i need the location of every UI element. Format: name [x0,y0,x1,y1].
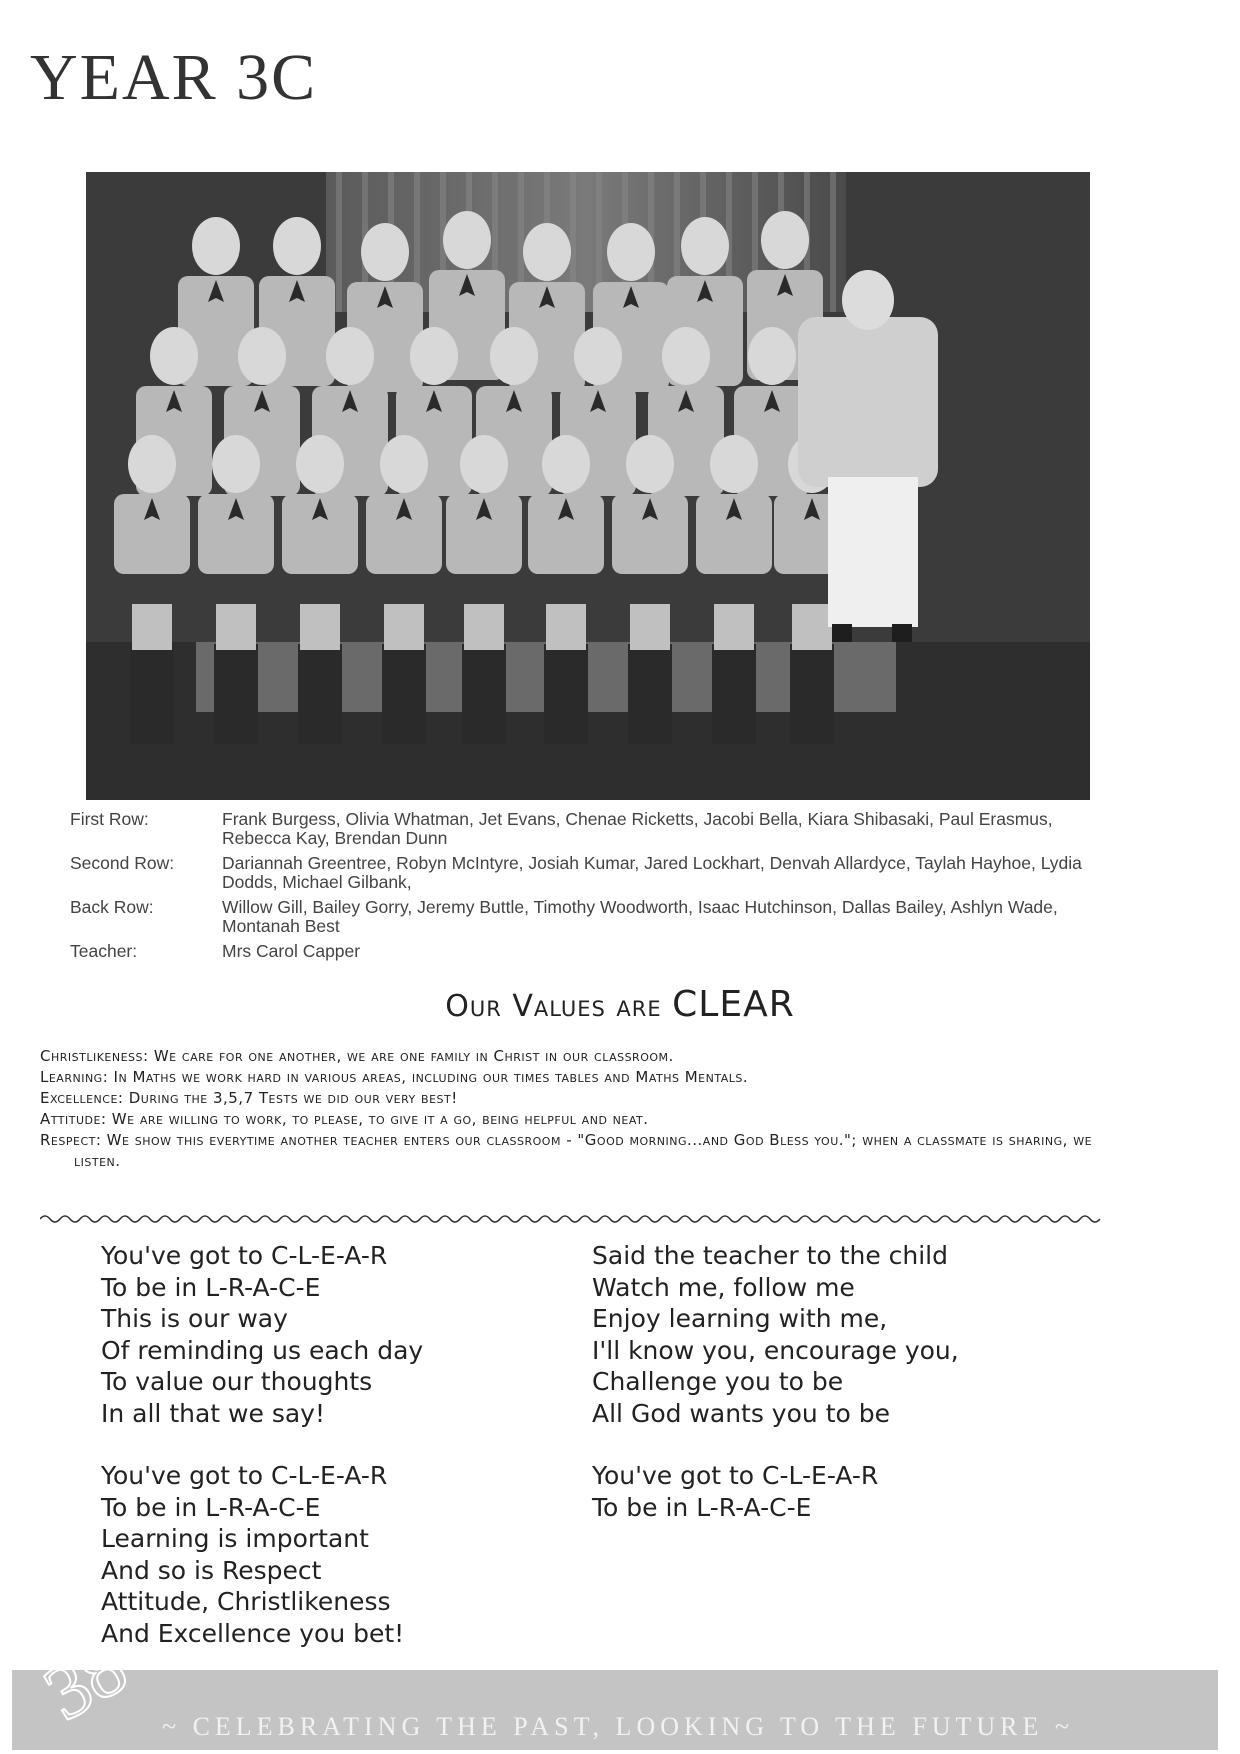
caption-label: Back Row: [70,897,154,917]
poem-line: All God wants you to be [592,1398,890,1428]
poem-line: Said the teacher to the child [592,1241,948,1270]
class-photo-illustration [86,172,1090,800]
poem-line: Attitude, Christlikeness [101,1587,391,1616]
caption-label: First Row: [70,809,149,829]
caption-row [70,810,1110,848]
caption-names: Mrs Carol Capper [222,941,361,961]
poem-line: Learning is important [101,1524,369,1553]
caption-row [70,898,1110,936]
poem-line: I'll know you, encourage you, [592,1335,959,1365]
poem-line: To be in L-R-A-C-E [101,1492,321,1522]
value-learning: Learning: In Maths we work hard in various areas, including our times tables and Maths Mentals. [40,1068,749,1086]
poem-stanza [592,1460,959,1523]
poem-line: To value our thoughts [101,1367,373,1396]
poem-line: Watch me, follow me [592,1272,855,1302]
class-photo [86,172,1090,800]
caption-names: Dariannah Greentree, Robyn McIntyre, Josiah Kumar, Jared Lockhart, Denvah Allardyce, Taylah Hayhoe, Lydia Dodds, Michael Gilbank, [222,853,1082,892]
poem-line: Of reminding us each day [101,1335,424,1365]
caption-row [70,942,1110,961]
caption-names: Willow Gill, Bailey Gorry, Jeremy Buttle, Timothy Woodworth, Isaac Hutchinson, Dallas Bailey, Ashlyn Wade, Montanah Best [222,897,1058,936]
poem-line: You've got to C-L-E-A-R [101,1241,388,1270]
poem-line: In all that we say! [101,1398,325,1428]
poem-line: Challenge you to be [592,1367,844,1396]
wavy-divider [40,1212,1110,1226]
values-heading-word: CLEAR [672,984,795,1025]
poem-line: Enjoy learning with me, [592,1304,888,1333]
caption-label: Teacher: [70,941,138,961]
poem-left-column [101,1240,423,1680]
poem-stanza [101,1460,423,1649]
footer-motto: ~ CELEBRATING THE PAST, LOOKING TO THE FUTURE ~ [162,1712,1074,1741]
photo-captions [70,810,1110,967]
caption-names: Frank Burgess, Olivia Whatman, Jet Evans, Chenae Ricketts, Jacobi Bella, Kiara Shibasaki, Paul Erasmus, Rebecca Kay, Brendan Dunn [222,809,1053,848]
caption-label: Second Row: [70,853,175,873]
poem-line: You've got to C-L-E-A-R [101,1461,388,1490]
value-christlikeness: Christlikeness: We care for one another, we are one family in Christ in our classroom. [40,1047,674,1065]
poem-line: You've got to C-L-E-A-R [592,1461,879,1490]
poem-right-column [592,1240,959,1554]
poem-line: And so is Respect [101,1555,322,1585]
page-number: 38 [29,1622,141,1738]
poem-line: To be in L-R-A-C-E [101,1272,321,1302]
caption-row [70,854,1110,892]
value-excellence: Excellence: During the 3,5,7 Tests we did our very best! [40,1089,458,1107]
poem-line: This is our way [101,1304,288,1333]
poem-stanza [592,1240,959,1429]
values-list [40,1046,1100,1172]
values-heading [0,984,1240,1025]
poem-line: And Excellence you bet! [101,1618,405,1648]
value-attitude: Attitude: We are willing to work, to please, to give it a go, being helpful and neat. [40,1110,649,1128]
poem-stanza [101,1240,423,1429]
poem-line: To be in L-R-A-C-E [592,1492,812,1522]
value-respect: Respect: We show this everytime another teacher enters our classroom - "Good morning...and God Bless you."; when a classmate is sharing, we listen. [40,1131,1093,1170]
values-heading-prefix: Our Values are [445,989,673,1024]
page-title: YEAR 3C [30,41,318,114]
